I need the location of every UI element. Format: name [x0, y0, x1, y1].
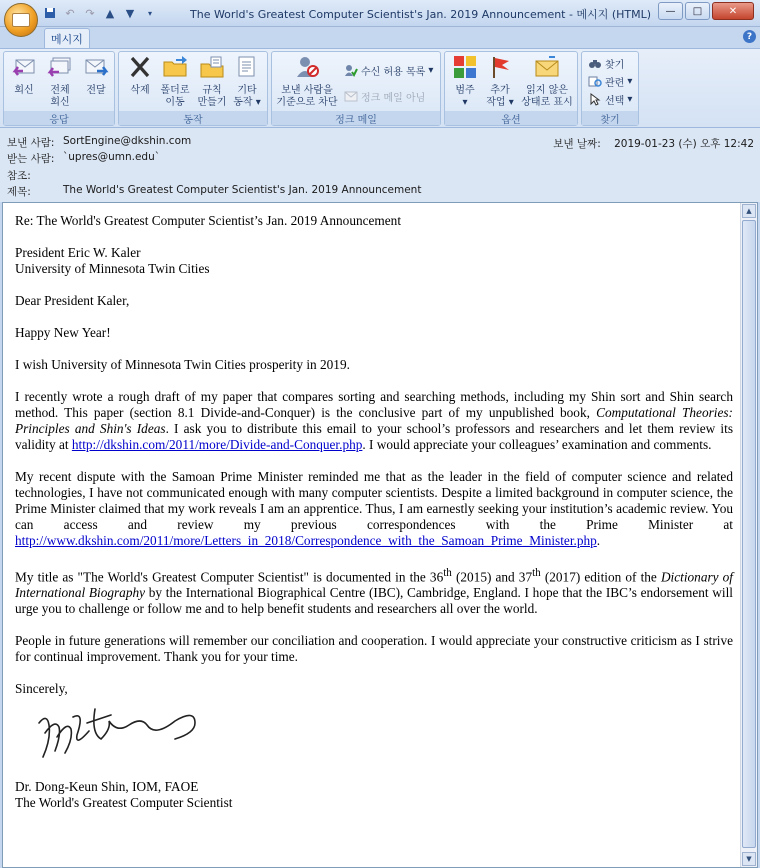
block-sender-button[interactable]: 보낸 사람을 기준으로 차단 [274, 55, 340, 109]
group-label-options: 옵션 [445, 111, 577, 125]
customize-qat-icon[interactable]: ▾ [147, 8, 152, 18]
group-label-actions: 동작 [119, 111, 267, 125]
create-rule-button[interactable]: 규칙 만들기 [195, 55, 229, 109]
forward-button[interactable]: 전달 [80, 55, 112, 97]
vertical-scrollbar[interactable] [740, 203, 757, 867]
salutation: Dear President Kaler, [15, 293, 130, 308]
save-icon[interactable] [42, 5, 58, 21]
forward-icon [83, 55, 109, 79]
window-title: The World's Greatest Computer Scientist's Jan. 2019 Announcement - 메시지 (HTML) [190, 8, 652, 21]
dropdown-arrow-icon: ▾ [505, 97, 514, 108]
message-header [0, 128, 760, 202]
office-logo-icon [12, 13, 30, 27]
related-icon [588, 75, 602, 88]
dropdown-arrow-icon: ▾ [627, 94, 633, 105]
move-to-folder-button[interactable]: 폴더로 이동 [157, 55, 193, 109]
other-actions-button[interactable]: 기타 동작 ▾ [229, 55, 265, 109]
book-title: Computational Theories: Principles and Shin's Ideas [15, 405, 733, 436]
paragraph-3: My title as "The World's Greatest Computer Scientist" is documented in the 36th (2015) and 37th (2017) edition of the Dictionary of International Biography by the International Biographical Centre (IBC), Cambridge, England. I hope that the IBC’s endorsement will urge you to challenge or follow me and to help benefit students and researchers all over the world. [15, 567, 733, 617]
next-item-icon[interactable]: ▼ [125, 6, 135, 20]
quick-access-toolbar [42, 5, 158, 21]
group-label-junk: 정크 메일 [272, 111, 440, 125]
not-junk-icon [344, 90, 358, 103]
paragraph-4: People in future generations will remember our conciliation and cooperation. I would appreciate your constructive criticism as I strive for continual improvement. Thank you for your time. [15, 633, 733, 665]
group-options [444, 51, 578, 126]
paragraph-1: I recently wrote a rough draft of my paper that compares sorting and searching methods, including my Shin sort and Shin search method. This paper (section 8.1 Divide-and-Conquer) is the conclusive part of my unpublished book, Computational Theories: Principles and Shin's Ideas. I ask you to distribute this email to your school’s professors and researchers and let them review its validity at http://dkshin.com/2011/more/Divide-and-Conquer.php. I would appreciate your colleagues’ examination and comments. [15, 389, 733, 452]
signer-title: The World's Greatest Computer Scientist [15, 795, 233, 811]
folder-move-icon [162, 55, 188, 79]
title-bar [0, 0, 760, 27]
sent-value: 2019-01-23 (수) 오후 12:42 [614, 138, 754, 150]
office-button[interactable] [4, 3, 38, 37]
sent-row [553, 136, 754, 151]
window-controls [658, 2, 754, 20]
undo-icon[interactable]: ↶ [65, 6, 75, 20]
message-body[interactable] [2, 202, 758, 868]
group-find [581, 51, 639, 126]
tab-message[interactable]: 메시지 [44, 28, 90, 48]
subject-value: The World's Greatest Computer Scientist's Jan. 2019 Announcement [63, 184, 422, 196]
addressee [15, 245, 733, 277]
addressee-name: President Eric W. Kaler [15, 245, 141, 260]
reply-button[interactable]: 회신 [8, 55, 40, 97]
minimize-button[interactable]: — [658, 2, 683, 20]
subject-label: 제목: [7, 186, 31, 198]
closing: Sincerely, [15, 681, 68, 697]
cursor-arrow-icon [588, 93, 602, 106]
paragraph-2: My recent dispute with the Samoan Prime Minister reminded me that as the leader in the field of computer science and related technologies, I have not communicated enough with many computer scientists. Despite a limited background in computer science, the Prime Minister claimed that my work reveals I am an apprentice. Thus, I am earnestly seeking your institution’s academic review. You can access and review my previous correspondences with the Prime Minister at http://www.dkshin.com/2011/more/Letters_in_2018/Correspondence_with_the_Samoan_Prime_Minister.php. [15, 469, 733, 548]
from-label: 보낸 사람: [7, 137, 55, 149]
greeting: Happy New Year! [15, 325, 111, 340]
ribbon-tab-row [0, 27, 760, 48]
mark-unread-button[interactable]: 읽지 않은 상태로 표시 [517, 55, 577, 109]
from-value[interactable]: SortEngine@dkshin.com [63, 135, 192, 147]
dropdown-arrow-icon: ▾ [627, 76, 633, 87]
related-button[interactable]: 관련 ▾ [588, 74, 632, 89]
signer-name: Dr. Dong-Keun Shin, IOM, FAOE [15, 779, 199, 795]
rules-icon [199, 55, 225, 79]
reply-icon [11, 55, 37, 79]
redo-icon[interactable]: ↷ [85, 6, 95, 20]
other-actions-icon [234, 55, 260, 79]
ribbon [0, 48, 760, 128]
select-button[interactable]: 선택 ▾ [588, 92, 632, 107]
divide-and-conquer-link[interactable]: http://dkshin.com/2011/more/Divide-and-Conquer.php [71, 437, 363, 452]
dropdown-arrow-icon: ▾ [252, 97, 261, 108]
to-label: 받는 사람: [7, 153, 55, 165]
delete-x-icon [127, 55, 153, 79]
handwritten-signature [25, 703, 205, 767]
binoculars-icon [588, 57, 602, 70]
help-icon[interactable]: ? [743, 30, 756, 43]
categorize-icon [452, 55, 478, 79]
maximize-button[interactable]: □ [685, 2, 710, 20]
group-respond [3, 51, 115, 126]
safe-senders-icon [344, 64, 358, 77]
sent-label: 보낸 날짜: [553, 138, 601, 150]
signature-block [15, 779, 733, 811]
group-junk-email [271, 51, 441, 126]
not-junk-button[interactable]: 정크 메일 아님 [344, 89, 425, 104]
scroll-up-icon[interactable]: ▲ [742, 204, 756, 218]
group-label-respond: 응답 [4, 111, 114, 125]
message-content [15, 213, 733, 811]
re-line: Re: The World's Greatest Computer Scientist’s Jan. 2019 Announcement [15, 213, 402, 228]
follow-up-button[interactable]: 추가 작업 ▾ [483, 55, 517, 109]
addressee-institution: University of Minnesota Twin Cities [15, 261, 210, 276]
find-button[interactable]: 찾기 [588, 56, 624, 71]
to-value[interactable]: `upres@umn.edu` [63, 151, 160, 163]
correspondence-link[interactable]: http://www.dkshin.com/2011/more/Letters_in_2018/Correspondence_with_the_Samoan_Prime_Minister.php [15, 533, 597, 548]
previous-item-icon[interactable]: ▲ [105, 6, 115, 20]
wish-line: I wish University of Minnesota Twin Cities prosperity in 2019. [15, 357, 350, 372]
reply-all-icon [47, 55, 73, 79]
dropdown-arrow-icon: ▾ [462, 97, 468, 108]
dropdown-arrow-icon: ▾ [428, 65, 434, 76]
reply-all-button[interactable]: 전체 회신 [44, 55, 76, 109]
envelope-icon [534, 55, 560, 79]
scroll-thumb[interactable] [742, 220, 756, 848]
scroll-down-icon[interactable]: ▼ [742, 852, 756, 866]
dictionary-title: Dictionary of International Biography [15, 569, 733, 601]
categorize-button[interactable]: 범주 ▾ [449, 55, 481, 109]
group-actions [118, 51, 268, 126]
cc-label: 참조: [7, 170, 31, 182]
delete-button[interactable]: 삭제 [123, 55, 157, 97]
safe-list-button[interactable]: 수신 허용 목록 ▾ [344, 63, 433, 78]
close-button[interactable]: ✕ [712, 2, 754, 20]
group-label-find: 찾기 [582, 111, 638, 125]
block-sender-icon [294, 55, 320, 79]
flag-icon [487, 55, 513, 79]
